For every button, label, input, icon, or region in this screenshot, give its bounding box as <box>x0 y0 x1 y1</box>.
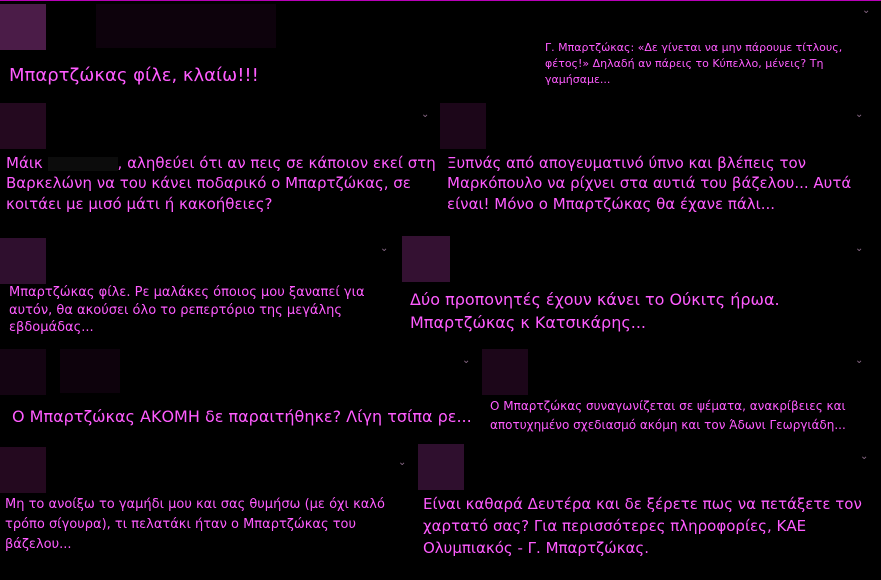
avatar[interactable] <box>0 4 46 50</box>
avatar[interactable] <box>0 238 46 284</box>
ghost-thumbnail <box>96 4 276 48</box>
chevron-down-icon[interactable]: ⌄ <box>462 355 471 366</box>
post-text <box>6 153 436 214</box>
avatar[interactable] <box>0 447 46 493</box>
post-author-name: Μάικ <box>6 154 43 172</box>
post-text: Είναι καθαρά Δευτέρα και δε ξέρετε πως να πετάξετε τον χαρτατό σας? Για περισσότερες πληροφορίες, ΚΑΕ Ολυμπιακός - Γ. Μπαρτζώκας. <box>423 495 862 557</box>
post-body: , αληθεύει ότι αν πεις σε κάποιον εκεί στη Βαρκελώνη να του κάνει ποδαρικό ο Μπαρτζώκας, σε κοιτάει με μισό μάτι ή κακοήθειες? <box>6 154 436 213</box>
post-text: Μπαρτζώκας φίλε. Ρε μαλάκες όποιος μου ξαναπεί για αυτόν, θα ακούσει όλο το ρεπερτόριο της μεγάλης εβδομάδας... <box>9 285 365 336</box>
post-text: Γ. Μπαρτζώκας: «Δε γίνεται να μην πάρουμε τίτλους, φέτος!» Δηλαδή αν πάρεις το Κύπελλο, μένεις? Τη γαμήσαμε... <box>545 41 843 86</box>
chevron-down-icon[interactable]: ⌄ <box>855 355 864 366</box>
chevron-down-icon[interactable]: ⌄ <box>398 457 407 468</box>
chevron-down-icon[interactable]: ⌄ <box>862 5 871 16</box>
redacted-name <box>48 157 118 171</box>
chevron-down-icon[interactable]: ⌄ <box>380 243 389 254</box>
post-text: Ο Μπαρτζώκας συναγωνίζεται σε ψέματα, ανακρίβειες και αποτυχημένο σχεδιασμό ακόμη και τον Άδωνι Γεωργιάδη... <box>490 399 846 432</box>
post-text: Ο Μπαρτζώκας ΑΚΟΜΗ δε παραιτήθηκε? Λίγη τσίπα ρε... <box>12 407 472 426</box>
post-text: Δύο προπονητές έχουν κάνει το Ούκιτς ήρωα. Μπαρτζώκας κ Κατσικάρης... <box>410 290 780 333</box>
post-text: Μπαρτζώκας φίλε, κλαίω!!! <box>9 65 259 86</box>
post-text: Ξυπνάς από απογευματινό ύπνο και βλέπεις τον Μαρκόπουλο να ρίχνει στα αυτιά του βάζελου... Αυτά είναι! Μόνο ο Μπαρτζώκας θα έχανε πάλι... <box>447 154 852 213</box>
chevron-down-icon[interactable]: ⌄ <box>855 109 864 120</box>
avatar[interactable] <box>0 349 46 395</box>
chevron-down-icon[interactable]: ⌄ <box>860 451 869 462</box>
avatar[interactable] <box>402 236 450 282</box>
avatar[interactable] <box>440 103 486 149</box>
top-accent-line <box>0 0 881 1</box>
avatar[interactable] <box>418 444 464 490</box>
chevron-down-icon[interactable]: ⌄ <box>421 109 430 120</box>
avatar[interactable] <box>0 103 46 149</box>
avatar[interactable] <box>482 349 528 395</box>
ghost-thumbnail <box>60 349 120 393</box>
chevron-down-icon[interactable]: ⌄ <box>855 243 864 254</box>
post-text: Μη το ανοίξω το γαμήδι μου και σας θυμήσω (με όχι καλό τρόπο σίγουρα), τι πελατάκι ήταν ο Μπαρτζώκας του βάζελου... <box>5 497 385 553</box>
